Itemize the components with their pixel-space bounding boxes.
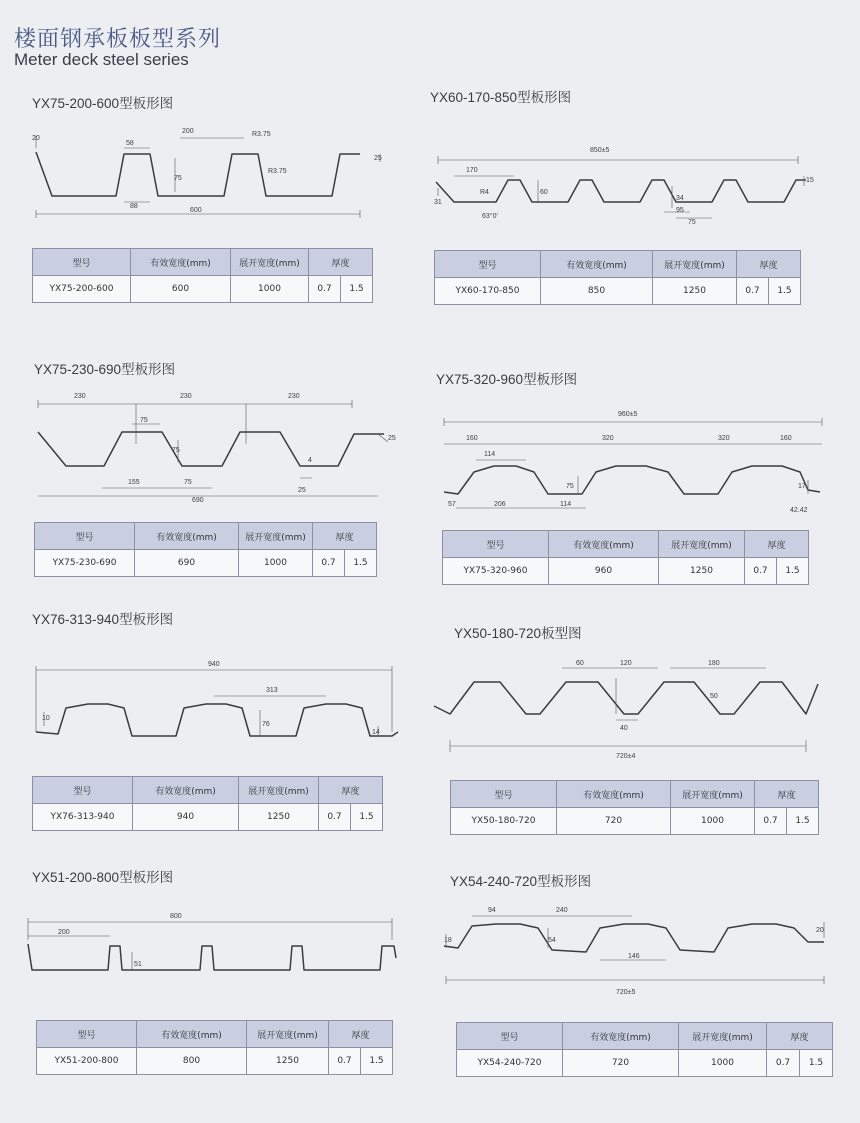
thickness-max-cell: 1.5 — [777, 558, 809, 585]
dim-label: R3.75 — [268, 168, 287, 175]
spec-table — [442, 530, 809, 585]
model-cell: YX75-230-690 — [35, 550, 135, 577]
profile-drawing — [436, 898, 836, 1006]
header-thickness: 厚度 — [737, 251, 801, 278]
header-unfold-width: 展开宽度(mm) — [653, 251, 737, 278]
dim-label: 850±5 — [590, 147, 610, 154]
model-cell: YX75-200-600 — [33, 276, 131, 303]
spec-table — [456, 1022, 833, 1077]
dim-label: 940 — [208, 661, 220, 668]
panel-title: YX60-170-850型板形图 — [430, 90, 572, 105]
panel-title: YX51-200-800型板形图 — [32, 870, 174, 885]
panel-title: YX50-180-720板型图 — [454, 626, 582, 641]
dim-label: 20 — [32, 135, 40, 142]
thickness-min-cell: 0.7 — [737, 278, 769, 305]
header-model: 型号 — [435, 251, 541, 278]
dim-label: 320 — [718, 435, 730, 442]
dim-label: 60 — [540, 189, 548, 196]
dim-label: 58 — [126, 140, 134, 147]
header-thickness: 厚度 — [309, 249, 373, 276]
dim-label: 800 — [170, 913, 182, 920]
dim-label: R3.75 — [252, 131, 271, 138]
thickness-max-cell: 1.5 — [341, 276, 373, 303]
unfold-width-cell: 1250 — [653, 278, 737, 305]
dim-label: 146 — [628, 953, 640, 960]
page-title-en: Meter deck steel series — [14, 50, 189, 69]
spec-table — [32, 248, 373, 303]
header-unfold-width: 展开宽度(mm) — [671, 781, 755, 808]
profile-drawing — [28, 656, 408, 752]
header-effective-width: 有效宽度(mm) — [557, 781, 671, 808]
header-unfold-width: 展开宽度(mm) — [679, 1023, 767, 1050]
header-model: 型号 — [35, 523, 135, 550]
dim-label: 75 — [174, 175, 182, 182]
dim-label: 230 — [288, 393, 300, 400]
model-cell: YX75-320-960 — [443, 558, 549, 585]
dim-label: 160 — [466, 435, 478, 442]
effective-width-cell: 800 — [137, 1048, 247, 1075]
effective-width-cell: 850 — [541, 278, 653, 305]
dim-label: 206 — [494, 501, 506, 508]
dim-label: 40 — [620, 725, 628, 732]
header-thickness: 厚度 — [755, 781, 819, 808]
dim-label: 180 — [708, 660, 720, 667]
dim-label: 10 — [42, 715, 50, 722]
model-cell: YX51-200-800 — [37, 1048, 137, 1075]
panel-title: YX75-320-960型板形图 — [436, 372, 578, 387]
dim-label: 75 — [566, 483, 574, 490]
unfold-width-cell: 1000 — [231, 276, 309, 303]
model-cell: YX60-170-850 — [435, 278, 541, 305]
thickness-max-cell: 1.5 — [787, 808, 819, 835]
dim-label: 60 — [576, 660, 584, 667]
dim-label: 76 — [262, 721, 270, 728]
dim-label: 75 — [172, 447, 180, 454]
dim-label: 25 — [374, 155, 382, 162]
panel-title: YX54-240-720型板形图 — [450, 874, 592, 889]
profile-drawing — [436, 402, 836, 516]
dim-label: 88 — [130, 203, 138, 210]
header-effective-width: 有效宽度(mm) — [549, 531, 659, 558]
header-thickness: 厚度 — [319, 777, 383, 804]
dim-label: 120 — [620, 660, 632, 667]
header-model: 型号 — [443, 531, 549, 558]
dim-label: 14 — [372, 729, 380, 736]
dim-label: 320 — [602, 435, 614, 442]
spec-table — [34, 522, 377, 577]
panel-title: YX75-200-600型板形图 — [32, 96, 174, 111]
dim-label: 720±4 — [616, 753, 636, 760]
effective-width-cell: 720 — [563, 1050, 679, 1077]
dim-label: 25 — [388, 435, 396, 442]
model-cell: YX50-180-720 — [451, 808, 557, 835]
dim-label: 200 — [58, 929, 70, 936]
header-unfold-width: 展开宽度(mm) — [239, 777, 319, 804]
model-cell: YX76-313-940 — [33, 804, 133, 831]
dim-label: 600 — [190, 207, 202, 214]
page-title-cn: 楼面钢承板板型系列 — [14, 27, 222, 52]
spec-table — [32, 776, 383, 831]
dim-label: 240 — [556, 907, 568, 914]
header-model: 型号 — [33, 249, 131, 276]
profile-drawing — [32, 384, 402, 504]
model-cell: YX54-240-720 — [457, 1050, 563, 1077]
dim-label: 51 — [134, 961, 142, 968]
profile-drawing — [430, 654, 830, 766]
thickness-max-cell: 1.5 — [800, 1050, 833, 1077]
unfold-width-cell: 1250 — [247, 1048, 329, 1075]
header-effective-width: 有效宽度(mm) — [541, 251, 653, 278]
thickness-min-cell: 0.7 — [319, 804, 351, 831]
header-effective-width: 有效宽度(mm) — [131, 249, 231, 276]
spec-table — [36, 1020, 393, 1075]
dim-label: 50 — [710, 693, 718, 700]
header-unfold-width: 展开宽度(mm) — [659, 531, 745, 558]
dim-label: 42.42 — [790, 507, 808, 514]
dim-label: 31 — [434, 199, 442, 206]
dim-label: 170 — [466, 167, 478, 174]
dim-label: 75 — [688, 219, 696, 226]
dim-label: 75 — [184, 479, 192, 486]
dim-label: 94 — [488, 907, 496, 914]
dim-label: 114 — [560, 501, 572, 508]
dim-label: 20 — [816, 927, 824, 934]
thickness-min-cell: 0.7 — [755, 808, 787, 835]
thickness-min-cell: 0.7 — [313, 550, 345, 577]
header-thickness: 厚度 — [767, 1023, 833, 1050]
profile-drawing — [20, 908, 410, 990]
header-model: 型号 — [457, 1023, 563, 1050]
dim-label: 690 — [192, 497, 204, 504]
header-model: 型号 — [33, 777, 133, 804]
header-unfold-width: 展开宽度(mm) — [247, 1021, 329, 1048]
dim-label: 95 — [676, 207, 684, 214]
header-model: 型号 — [37, 1021, 137, 1048]
header-model: 型号 — [451, 781, 557, 808]
header-unfold-width: 展开宽度(mm) — [231, 249, 309, 276]
dim-label: 25 — [298, 487, 306, 494]
dim-label: 160 — [780, 435, 792, 442]
profile-drawing — [428, 136, 818, 232]
header-effective-width: 有效宽度(mm) — [133, 777, 239, 804]
thickness-max-cell: 1.5 — [361, 1048, 393, 1075]
dim-label: 200 — [182, 128, 194, 135]
header-thickness: 厚度 — [329, 1021, 393, 1048]
effective-width-cell: 960 — [549, 558, 659, 585]
spec-table — [450, 780, 819, 835]
effective-width-cell: 720 — [557, 808, 671, 835]
dim-label: 114 — [484, 451, 496, 458]
effective-width-cell: 690 — [135, 550, 239, 577]
dim-label: 18 — [444, 937, 452, 944]
profile-drawing — [30, 118, 400, 228]
header-thickness: 厚度 — [313, 523, 377, 550]
dim-label: 4 — [308, 457, 312, 464]
panel-title: YX75-230-690型板形图 — [34, 362, 176, 377]
dim-label: 75 — [140, 417, 148, 424]
dim-label: 313 — [266, 687, 278, 694]
thickness-max-cell: 1.5 — [345, 550, 377, 577]
effective-width-cell: 940 — [133, 804, 239, 831]
header-effective-width: 有效宽度(mm) — [137, 1021, 247, 1048]
dim-label: 720±5 — [616, 989, 636, 996]
panel-title: YX76-313-940型板形图 — [32, 612, 174, 627]
thickness-min-cell: 0.7 — [329, 1048, 361, 1075]
header-unfold-width: 展开宽度(mm) — [239, 523, 313, 550]
dim-label: 57 — [448, 501, 456, 508]
dim-label: 15 — [806, 177, 814, 184]
unfold-width-cell: 1000 — [671, 808, 755, 835]
thickness-max-cell: 1.5 — [769, 278, 801, 305]
thickness-min-cell: 0.7 — [309, 276, 341, 303]
spec-table — [434, 250, 801, 305]
header-thickness: 厚度 — [745, 531, 809, 558]
header-effective-width: 有效宽度(mm) — [135, 523, 239, 550]
unfold-width-cell: 1250 — [239, 804, 319, 831]
unfold-width-cell: 1000 — [679, 1050, 767, 1077]
dim-label: 54 — [548, 937, 556, 944]
effective-width-cell: 600 — [131, 276, 231, 303]
header-effective-width: 有效宽度(mm) — [563, 1023, 679, 1050]
dim-label: 155 — [128, 479, 140, 486]
unfold-width-cell: 1250 — [659, 558, 745, 585]
dim-label: 63°0' — [482, 213, 498, 220]
dim-label: 17 — [798, 483, 806, 490]
thickness-min-cell: 0.7 — [767, 1050, 800, 1077]
thickness-min-cell: 0.7 — [745, 558, 777, 585]
unfold-width-cell: 1000 — [239, 550, 313, 577]
dim-label: 230 — [180, 393, 192, 400]
dim-label: 34 — [676, 195, 684, 202]
dim-label: R4 — [480, 189, 489, 196]
dim-label: 230 — [74, 393, 86, 400]
thickness-max-cell: 1.5 — [351, 804, 383, 831]
dim-label: 960±5 — [618, 411, 638, 418]
